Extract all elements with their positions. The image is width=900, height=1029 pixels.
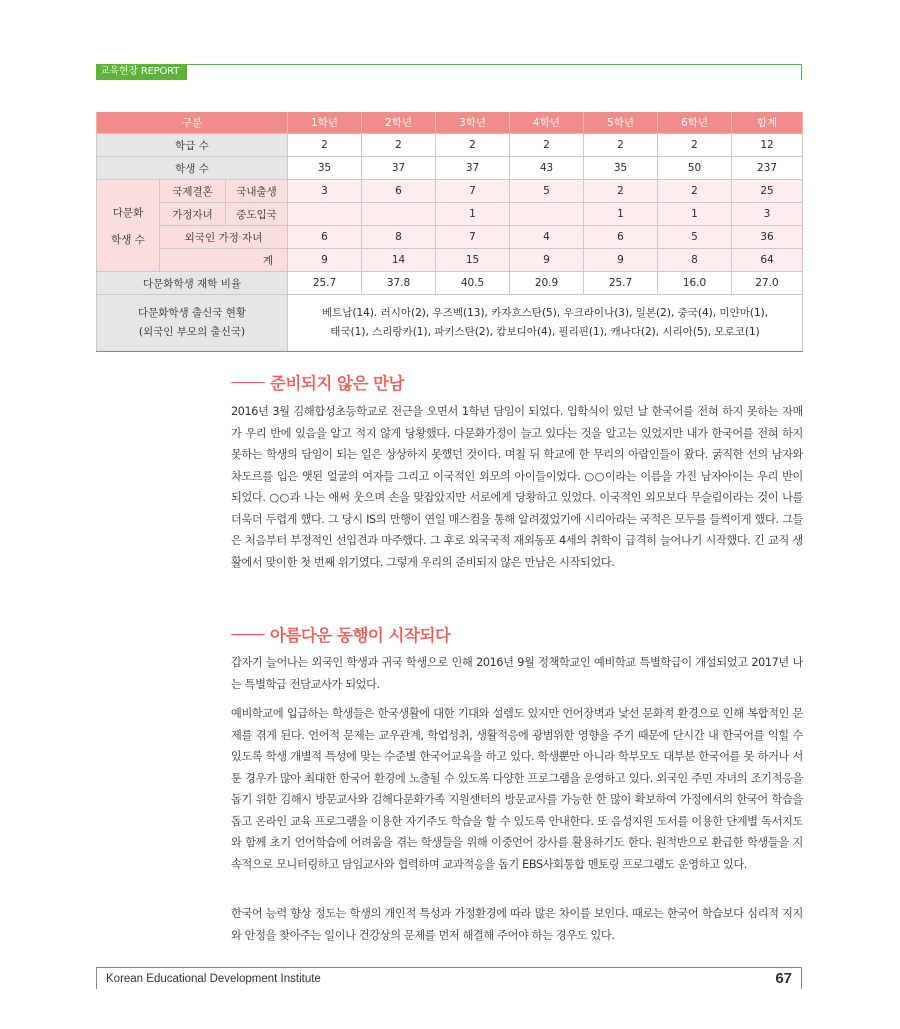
table-cell: 1 bbox=[584, 203, 658, 226]
table-cell: 7 bbox=[436, 226, 510, 249]
table-cell: 2 bbox=[288, 134, 362, 157]
table-row bbox=[97, 249, 803, 272]
family-children-label: 가정자녀 bbox=[160, 203, 226, 226]
header-grade-6: 6학년 bbox=[658, 112, 732, 134]
table-cell: 8 bbox=[658, 249, 732, 272]
row-label: 중도입국 bbox=[226, 203, 288, 226]
row-label: 다문화학생 재학 비율 bbox=[97, 272, 288, 295]
footer-institute: Korean Educational Development Institute bbox=[106, 973, 321, 985]
origin-label-line2: (외국인 부모의 출신국) bbox=[138, 326, 246, 338]
table-cell: 9 bbox=[510, 249, 584, 272]
table-cell: 3 bbox=[288, 180, 362, 203]
table-cell: 3 bbox=[732, 203, 803, 226]
school-statistics-table bbox=[96, 112, 803, 352]
paragraph: 2016년 3월 김해합성초등학교로 전근을 오면서 1학년 담임이 되었다. 입학식이 있던 날 한국어를 전혀 하지 못하는 자매가 우리 반에 있음을 알고 적지 않게 당황했다. 다문화가정이 늘고 있다는 것을 알고는 있었지만 내가 한국어를 전혀 하지 못하는 학생의 담임이 되는 일은 상상하지 못했던 것이다. 며칠 뒤 학교에 한 무리의 아랍인들이 왔다. 굵직한 선의 남자와 차도르를 입은 앳된 얼굴의 여자들 그리고 이국적인 외모의 아이들이었다. ○○이라는 이름을 가진 남자아이는 우리 반이 되었다. ○○과 나는 애써 웃으며 손을 맞잡았지만 서로에게 당황하고 있었다. 이국적인 외모보다 무슬림이라는 것이 나를 더욱더 두렵게 했다. 그 당시 IS의 만행이 연일 매스컴을 통해 알려졌었기에 시리아라는 국적은 모두를 들썩이게 했다. 그들은 처음부터 부정적인 선입견과 마주했다. 그 후로 외국국적 재외동포 4세의 취학이 급격히 늘어나기 시작했다. 긴 교직 생활에서 맞이한 첫 번째 위기였다. 그렇게 우리의 준비되지 않은 만남은 시작되었다. bbox=[231, 405, 803, 569]
table-cell bbox=[510, 203, 584, 226]
table-cell: 36 bbox=[732, 226, 803, 249]
table-cell: 9 bbox=[288, 249, 362, 272]
header-total: 합계 bbox=[732, 112, 803, 134]
table-cell: 2 bbox=[584, 134, 658, 157]
header-grade-1: 1학년 bbox=[288, 112, 362, 134]
table-cell: 2 bbox=[658, 180, 732, 203]
table-cell bbox=[288, 203, 362, 226]
table-cell: 37 bbox=[436, 157, 510, 180]
table-cell: 4 bbox=[510, 226, 584, 249]
multicultural-label-line2: 학생 수 bbox=[111, 233, 145, 246]
intl-marriage-label: 국제결혼 bbox=[160, 180, 226, 203]
section-title bbox=[231, 622, 450, 646]
header-grade-2: 2학년 bbox=[362, 112, 436, 134]
section-title-text: 준비되지 않은 만남 bbox=[270, 374, 405, 393]
table-cell: 37.8 bbox=[362, 272, 436, 295]
table-row bbox=[97, 272, 803, 295]
table-cell: 40.5 bbox=[436, 272, 510, 295]
title-dash bbox=[231, 634, 265, 635]
table-cell: 27.0 bbox=[732, 272, 803, 295]
table-cell: 16.0 bbox=[658, 272, 732, 295]
row-label: 계 bbox=[160, 249, 288, 272]
paragraph: 갑자기 늘어나는 외국인 학생과 귀국 학생으로 인해 2016년 9월 정책학교인 예비학교 특별학급이 개설되었고 2017년 나는 특별학급 전담교사가 되었다. bbox=[231, 656, 803, 691]
row-label: 국내출생 bbox=[226, 180, 288, 203]
table-cell: 25 bbox=[732, 180, 803, 203]
table-row bbox=[97, 226, 803, 249]
table-cell: 237 bbox=[732, 157, 803, 180]
table-cell: 6 bbox=[362, 180, 436, 203]
table-cell: 2 bbox=[362, 134, 436, 157]
section-title-text: 아름다운 동행이 시작되다 bbox=[270, 626, 451, 645]
table-cell: 8 bbox=[362, 226, 436, 249]
table-cell: 2 bbox=[584, 180, 658, 203]
paragraph: 한국어 능력 향상 정도는 학생의 개인적 특성과 가정환경에 따라 많은 차이를 보인다. 때로는 한국어 학습보다 심리적 지지와 안정을 찾아주는 일이나 건강상의 문제를 먼저 해결해 주어야 하는 경우도 있다. bbox=[231, 907, 803, 942]
header-category: 구분 bbox=[97, 112, 288, 134]
table-row bbox=[97, 180, 803, 203]
header-rule bbox=[187, 64, 802, 80]
table-cell: 15 bbox=[436, 249, 510, 272]
title-dash bbox=[231, 382, 265, 383]
multicultural-label-line1: 다문화 bbox=[112, 206, 144, 219]
row-label: 학생 수 bbox=[97, 157, 288, 180]
header-grade-5: 5학년 bbox=[584, 112, 658, 134]
table-cell: 14 bbox=[362, 249, 436, 272]
table-cell: 2 bbox=[658, 134, 732, 157]
table-cell: 25.7 bbox=[288, 272, 362, 295]
header-grade-4: 4학년 bbox=[510, 112, 584, 134]
page-number: 67 bbox=[775, 970, 792, 987]
table-cell: 37 bbox=[362, 157, 436, 180]
multicultural-label bbox=[97, 180, 160, 272]
table-cell: 12 bbox=[732, 134, 803, 157]
section-tab: 교육현장 REPORT bbox=[96, 64, 187, 80]
table-cell: 50 bbox=[658, 157, 732, 180]
origin-label-line1: 다문화학생 출신국 현황 bbox=[137, 307, 247, 319]
origin-line1: 베트남(14). 러시아(2), 우즈벡(13), 카자흐스탄(5), 우크라이나(3), 일본(2), 중국(4), 미얀마(1), bbox=[321, 307, 769, 319]
table-row bbox=[97, 295, 803, 352]
table-row bbox=[97, 134, 803, 157]
table-cell: 43 bbox=[510, 157, 584, 180]
table-row bbox=[97, 203, 803, 226]
table-cell: 9 bbox=[584, 249, 658, 272]
table-cell: 5 bbox=[658, 226, 732, 249]
row-label: 학급 수 bbox=[97, 134, 288, 157]
table-cell: 64 bbox=[732, 249, 803, 272]
origin-label bbox=[97, 295, 288, 352]
origin-line2: 태국(1), 스리랑카(1), 파키스탄(2), 캄보디아(4), 필리핀(1), 캐나다(2), 시리아(5), 모로코(1) bbox=[330, 326, 760, 338]
table-cell: 1 bbox=[658, 203, 732, 226]
table-cell: 5 bbox=[510, 180, 584, 203]
table-header-row bbox=[97, 112, 803, 134]
table-cell: 2 bbox=[436, 134, 510, 157]
table-cell: 6 bbox=[584, 226, 658, 249]
table-row bbox=[97, 157, 803, 180]
table-cell: 1 bbox=[436, 203, 510, 226]
table-cell: 6 bbox=[288, 226, 362, 249]
section-title bbox=[231, 370, 404, 394]
table-cell: 35 bbox=[584, 157, 658, 180]
row-label: 외국인 가정 자녀 bbox=[160, 226, 288, 249]
table-cell: 35 bbox=[288, 157, 362, 180]
table-cell: 2 bbox=[510, 134, 584, 157]
origin-countries bbox=[288, 295, 803, 352]
table-cell: 20.9 bbox=[510, 272, 584, 295]
header-grade-3: 3학년 bbox=[436, 112, 510, 134]
table-cell bbox=[362, 203, 436, 226]
table-cell: 7 bbox=[436, 180, 510, 203]
table-cell: 25.7 bbox=[584, 272, 658, 295]
paragraph: 예비학교에 입급하는 학생들은 한국생활에 대한 기대와 설렘도 있지만 언어장벽과 낯선 문화적 환경으로 인해 복합적인 문제를 겪게 된다. 언어적 문제는 교우관계, 학업성취, 생활적응에 광범위한 영향을 주기 때문에 단시간 내 한국어를 익힐 수 있도록 학생 개별적 특성에 맞는 수준별 한국어교육을 하고 있다. 학생뿐만 아니라 학부모도 대부분 한국어를 못 하거나 서툰 경우가 많아 최대한 한국어 환경에 노출될 수 있도록 다양한 프로그램을 운영하고 있다. 외국인 주민 자녀의 조기적응을 돕기 위한 김해시 방문교사와 김해다문화가족 지원센터의 방문교사를 가능한 한 많이 확보하여 가정에서의 한국어 학습을 돕고 온라인 교육 프로그램을 이용한 자기주도 학습을 할 수 있도록 안내한다. 또 음성지원 도서를 이용한 단계별 독서지도와 함께 초기 언어학습에 어려움을 겪는 학생들을 위해 이중언어 강사를 활용하기도 한다. 원적반으로 환급한 학생들을 지속적으로 모니터링하고 담임교사와 협력하며 교과적응을 돕기 EBS사회통합 멘토링 프로그램도 운영하고 있다. bbox=[231, 707, 803, 871]
